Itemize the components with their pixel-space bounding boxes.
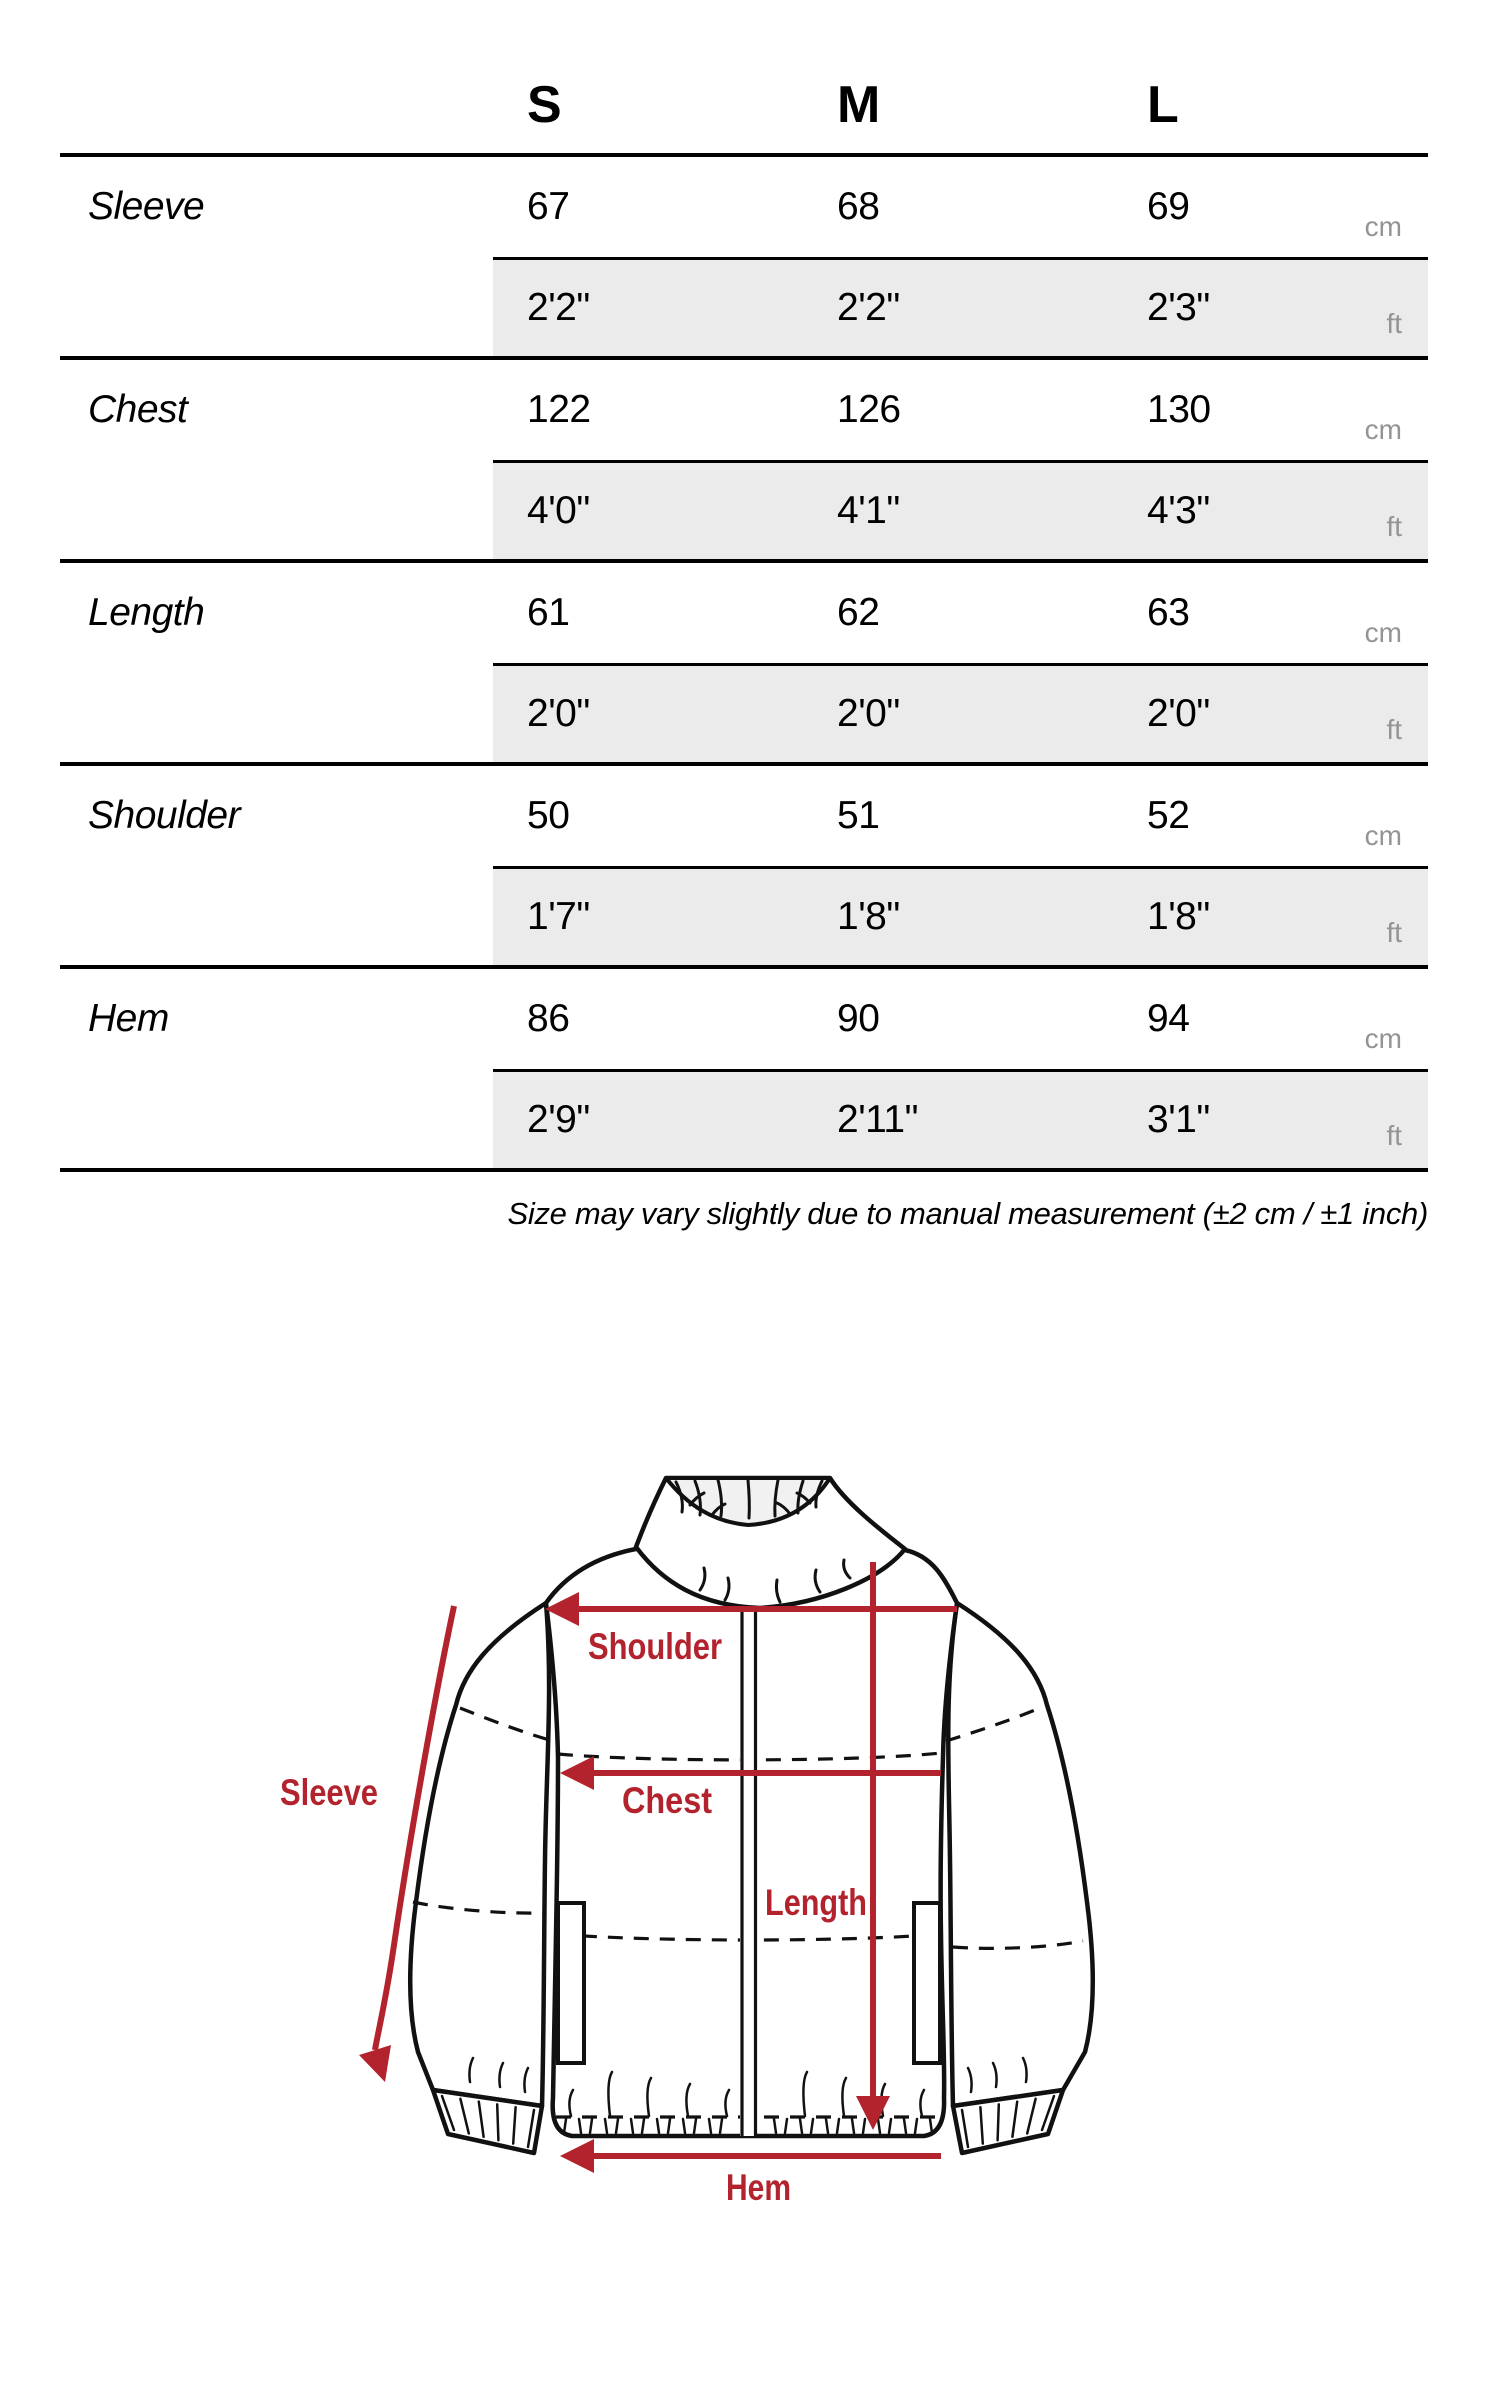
ft-row — [60, 663, 1428, 762]
cm-value-m: 62 — [837, 591, 880, 634]
jacket-measurement-diagram — [0, 1430, 1500, 2400]
measurement-section — [60, 969, 1428, 1172]
ft-value-m: 2'0" — [837, 692, 900, 735]
measurement-label: Chest — [88, 388, 188, 431]
diagram-label-hem: Hem — [726, 2167, 791, 2208]
ft-value-l: 4'3" — [1147, 489, 1210, 532]
ft-value-m: 4'1" — [837, 489, 900, 532]
ft-value-s: 1'7" — [527, 895, 590, 938]
diagram-label-length: Length — [765, 1882, 867, 1923]
measurement-label: Shoulder — [88, 794, 241, 837]
ft-value-s: 2'9" — [527, 1098, 590, 1141]
measurement-label: Sleeve — [88, 185, 205, 228]
measurement-section — [60, 157, 1428, 360]
cm-value-l: 94 — [1147, 997, 1190, 1040]
cm-row — [60, 563, 1428, 663]
unit-ft-label: ft — [1386, 308, 1402, 339]
diagram-label-sleeve: Sleeve — [280, 1772, 378, 1813]
unit-ft-label: ft — [1386, 1120, 1402, 1151]
cm-value-s: 67 — [527, 185, 570, 228]
cm-value-s: 50 — [527, 794, 570, 837]
unit-ft-label: ft — [1386, 714, 1402, 745]
ft-value-l: 2'0" — [1147, 692, 1210, 735]
cm-row — [60, 969, 1428, 1069]
jacket-left-sleeve — [410, 1603, 549, 2106]
cm-value-l: 130 — [1147, 388, 1211, 431]
cm-value-s: 122 — [527, 388, 591, 431]
cm-value-m: 126 — [837, 388, 901, 431]
diagram-label-chest: Chest — [622, 1780, 712, 1821]
size-table-body — [60, 157, 1428, 1172]
ft-value-m: 1'8" — [837, 895, 900, 938]
sleeve-arrowhead-icon — [359, 2045, 391, 2082]
ft-row — [60, 460, 1428, 559]
ft-row-spacer — [60, 663, 493, 762]
size-chart-table — [60, 56, 1428, 1232]
cm-row — [60, 157, 1428, 257]
measurement-section — [60, 360, 1428, 563]
unit-cm-label: cm — [1364, 820, 1402, 851]
measurement-section — [60, 766, 1428, 969]
unit-ft-label: ft — [1386, 917, 1402, 948]
left-pocket — [558, 1903, 584, 2063]
ft-value-l: 3'1" — [1147, 1098, 1210, 1141]
ft-value-s: 2'2" — [527, 286, 590, 329]
cm-value-s: 61 — [527, 591, 570, 634]
ft-row — [60, 257, 1428, 356]
ft-value-l: 2'3" — [1147, 286, 1210, 329]
cm-value-l: 63 — [1147, 591, 1190, 634]
cm-value-m: 51 — [837, 794, 880, 837]
ft-value-m: 2'2" — [837, 286, 900, 329]
size-table-header — [60, 56, 1428, 157]
ft-value-l: 1'8" — [1147, 895, 1210, 938]
cm-row — [60, 360, 1428, 460]
measurement-footnote: Size may vary slightly due to manual measurement (±2 cm / ±1 inch) — [507, 1196, 1428, 1231]
measurement-section — [60, 563, 1428, 766]
ft-value-s: 4'0" — [527, 489, 590, 532]
ft-row-spacer — [60, 257, 493, 356]
jacket-right-sleeve — [948, 1603, 1093, 2106]
cm-value-l: 69 — [1147, 185, 1190, 228]
ft-value-s: 2'0" — [527, 692, 590, 735]
cm-value-m: 68 — [837, 185, 880, 228]
hem-arrowhead-icon — [560, 2139, 594, 2173]
ft-row — [60, 1069, 1428, 1168]
cm-value-l: 52 — [1147, 794, 1190, 837]
ft-row-spacer — [60, 866, 493, 965]
unit-cm-label: cm — [1364, 617, 1402, 648]
unit-cm-label: cm — [1364, 1023, 1402, 1054]
unit-cm-label: cm — [1364, 211, 1402, 242]
header-size-s: S — [527, 75, 562, 134]
header-size-m: M — [837, 75, 880, 134]
ft-value-m: 2'11" — [837, 1098, 918, 1141]
right-pocket — [914, 1903, 940, 2063]
unit-ft-label: ft — [1386, 511, 1402, 542]
ft-row-spacer — [60, 460, 493, 559]
diagram-label-shoulder: Shoulder — [588, 1626, 722, 1667]
cm-row — [60, 766, 1428, 866]
cm-value-m: 90 — [837, 997, 880, 1040]
cm-value-s: 86 — [527, 997, 570, 1040]
header-size-l: L — [1147, 75, 1179, 134]
unit-cm-label: cm — [1364, 414, 1402, 445]
ft-row-spacer — [60, 1069, 493, 1168]
measurement-label: Length — [88, 591, 205, 634]
ft-row — [60, 866, 1428, 965]
measurement-label: Hem — [88, 997, 169, 1040]
